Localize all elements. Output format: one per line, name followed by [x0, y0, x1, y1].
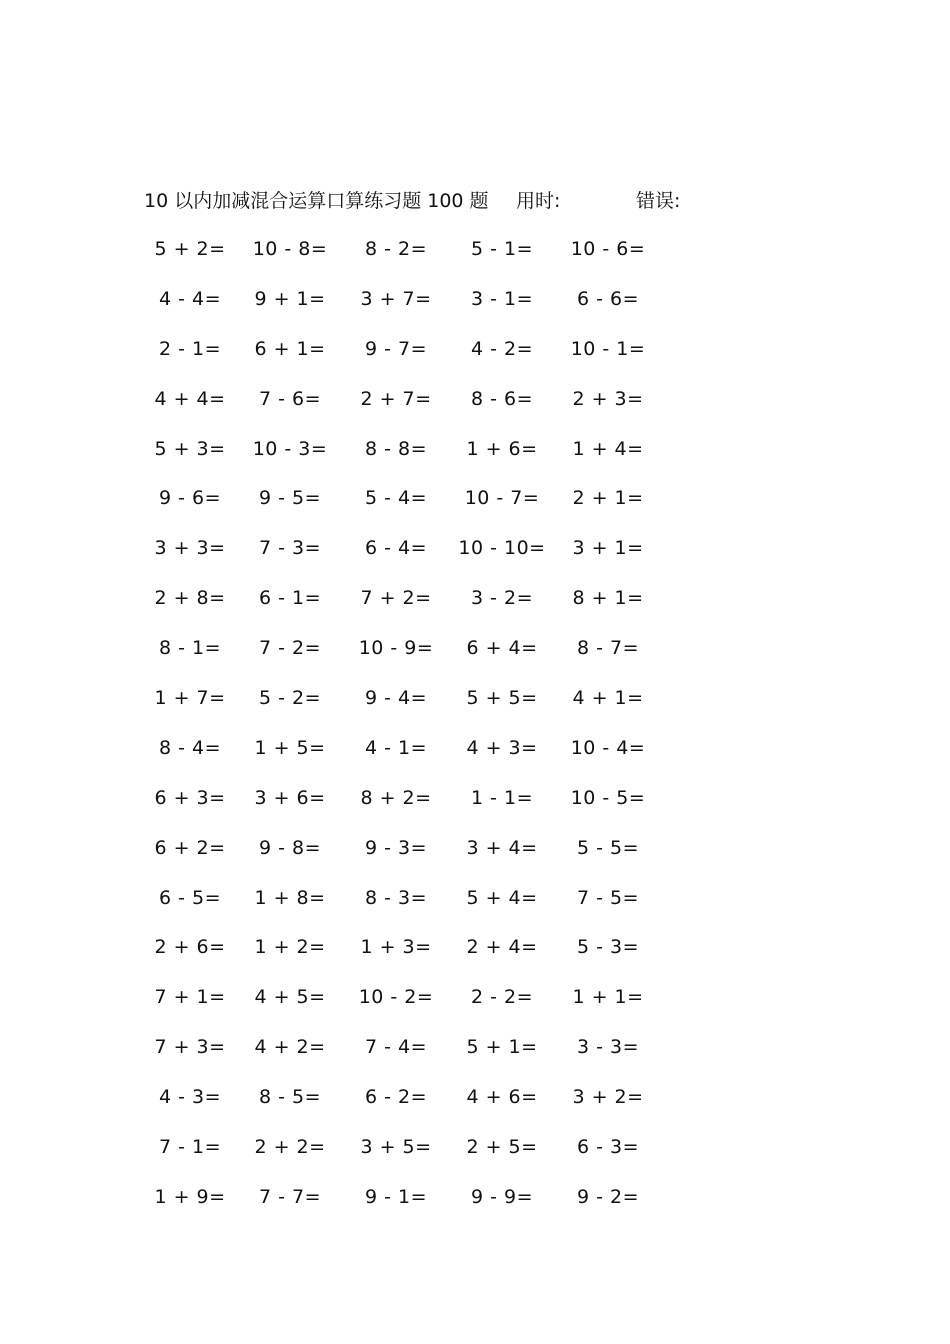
problem-row [140, 1131, 670, 1181]
problem-item: 7 - 6= [258, 387, 322, 410]
problem-item: 4 + 4= [154, 387, 226, 410]
problem-item: 8 - 4= [158, 736, 222, 759]
problem-item: 5 + 2= [154, 238, 226, 260]
problem-item: 1 + 5= [254, 736, 326, 759]
problem-item: 10 - 9= [358, 637, 434, 660]
problem-item: 7 + 3= [154, 1036, 226, 1059]
problem-item: 9 - 7= [364, 337, 428, 360]
problem-item: 10 - 4= [570, 736, 646, 759]
problem-item: 3 + 7= [360, 287, 432, 310]
problem-item: 1 + 9= [154, 1185, 226, 1208]
problem-item: 5 - 2= [258, 687, 322, 710]
problem-row [140, 931, 670, 981]
problem-item: 2 + 7= [360, 387, 432, 410]
problem-item: 3 + 6= [254, 786, 326, 809]
problem-item: 2 + 3= [572, 387, 644, 410]
problem-item: 2 + 6= [154, 936, 226, 959]
problem-item: 2 - 2= [470, 986, 534, 1009]
problem-item: 9 - 5= [258, 487, 322, 510]
problem-item: 2 + 5= [466, 1136, 538, 1159]
problem-row [140, 482, 670, 532]
problem-item: 4 + 5= [254, 986, 326, 1009]
problem-item: 4 + 1= [572, 687, 644, 710]
problem-row [140, 383, 670, 433]
problem-item: 6 - 4= [364, 537, 428, 560]
problem-item: 8 - 3= [364, 886, 428, 909]
problem-row [140, 832, 670, 882]
problem-item: 3 - 3= [576, 1036, 640, 1059]
problem-item: 4 + 6= [466, 1086, 538, 1109]
problem-item: 7 - 1= [158, 1136, 222, 1159]
problem-item: 1 + 8= [254, 886, 326, 909]
problem-item: 1 + 6= [466, 437, 538, 460]
problem-item: 3 - 2= [470, 587, 534, 610]
problem-item: 4 - 1= [364, 736, 428, 759]
problem-item: 5 - 1= [470, 238, 534, 260]
problem-row [140, 283, 670, 333]
problem-item: 2 + 1= [572, 487, 644, 510]
problem-item: 10 - 8= [252, 238, 328, 260]
problem-item: 6 + 2= [154, 836, 226, 859]
problem-item: 3 + 5= [360, 1136, 432, 1159]
problem-item: 10 - 2= [358, 986, 434, 1009]
problem-row [140, 433, 670, 483]
problem-row [140, 682, 670, 732]
problem-item: 6 - 2= [364, 1086, 428, 1109]
problem-item: 1 + 4= [572, 437, 644, 460]
problem-item: 10 - 10= [458, 537, 546, 560]
problem-row [140, 333, 670, 383]
problem-row [140, 1081, 670, 1131]
problem-item: 9 - 3= [364, 836, 428, 859]
problem-item: 9 - 9= [470, 1185, 534, 1208]
problem-row [140, 732, 670, 782]
problem-item: 8 - 2= [364, 238, 428, 260]
problem-item: 10 - 6= [570, 238, 646, 260]
problem-item: 2 - 1= [158, 337, 222, 360]
problem-item: 9 - 8= [258, 836, 322, 859]
problem-item: 8 - 8= [364, 437, 428, 460]
problem-item: 8 - 5= [258, 1086, 322, 1109]
problem-item: 1 + 3= [360, 936, 432, 959]
problem-item: 5 + 1= [466, 1036, 538, 1059]
problem-row [140, 532, 670, 582]
problem-item: 1 + 1= [572, 986, 644, 1009]
problem-item: 4 + 3= [466, 736, 538, 759]
problem-item: 7 - 2= [258, 637, 322, 660]
problem-item: 4 + 2= [254, 1036, 326, 1059]
problem-item: 6 + 4= [466, 637, 538, 660]
worksheet-header [144, 186, 744, 216]
problem-item: 1 - 1= [470, 786, 534, 809]
time-label: 用时: [516, 190, 561, 212]
problem-grid [140, 233, 670, 1231]
problem-item: 9 - 4= [364, 687, 428, 710]
problem-item: 7 - 3= [258, 537, 322, 560]
problem-item: 6 + 1= [254, 337, 326, 360]
problem-item: 5 - 4= [364, 487, 428, 510]
problem-item: 8 - 6= [470, 387, 534, 410]
problem-item: 9 - 1= [364, 1185, 428, 1208]
problem-item: 5 - 5= [576, 836, 640, 859]
problem-row [140, 632, 670, 682]
page-title: 10 以内加减混合运算口算练习题 100 题 [144, 190, 489, 212]
problem-item: 3 - 1= [470, 287, 534, 310]
problem-item: 3 + 1= [572, 537, 644, 560]
problem-item: 10 - 5= [570, 786, 646, 809]
problem-row [140, 582, 670, 632]
problem-item: 7 - 7= [258, 1185, 322, 1208]
problem-row [140, 1031, 670, 1081]
problem-row [140, 882, 670, 932]
problem-item: 8 + 1= [572, 587, 644, 610]
problem-item: 4 - 4= [158, 287, 222, 310]
problem-item: 9 + 1= [254, 287, 326, 310]
problem-item: 3 + 3= [154, 537, 226, 560]
problem-item: 7 + 2= [360, 587, 432, 610]
problem-item: 6 - 5= [158, 886, 222, 909]
problem-row [140, 233, 670, 283]
problem-item: 8 + 2= [360, 786, 432, 809]
problem-item: 10 - 3= [252, 437, 328, 460]
problem-item: 6 + 3= [154, 786, 226, 809]
problem-item: 3 + 4= [466, 836, 538, 859]
problem-item: 2 + 4= [466, 936, 538, 959]
problem-item: 9 - 6= [158, 487, 222, 510]
problem-item: 8 - 7= [576, 637, 640, 660]
problem-item: 5 + 4= [466, 886, 538, 909]
problem-item: 7 - 4= [364, 1036, 428, 1059]
problem-item: 5 - 3= [576, 936, 640, 959]
problem-item: 6 - 1= [258, 587, 322, 610]
problem-item: 4 - 3= [158, 1086, 222, 1109]
problem-item: 5 + 3= [154, 437, 226, 460]
problem-row [140, 981, 670, 1031]
problem-item: 10 - 7= [464, 487, 540, 510]
problem-item: 1 + 7= [154, 687, 226, 710]
problem-item: 2 + 2= [254, 1136, 326, 1159]
problem-item: 1 + 2= [254, 936, 326, 959]
problem-item: 9 - 2= [576, 1185, 640, 1208]
error-label: 错误: [636, 190, 681, 212]
problem-item: 10 - 1= [570, 337, 646, 360]
problem-item: 3 + 2= [572, 1086, 644, 1109]
problem-row [140, 1181, 670, 1231]
problem-item: 5 + 5= [466, 687, 538, 710]
problem-item: 6 - 3= [576, 1136, 640, 1159]
problem-item: 4 - 2= [470, 337, 534, 360]
problem-item: 8 - 1= [158, 637, 222, 660]
problem-item: 6 - 6= [576, 287, 640, 310]
problem-row [140, 782, 670, 832]
problem-item: 7 + 1= [154, 986, 226, 1009]
problem-item: 7 - 5= [576, 886, 640, 909]
problem-item: 2 + 8= [154, 587, 226, 610]
